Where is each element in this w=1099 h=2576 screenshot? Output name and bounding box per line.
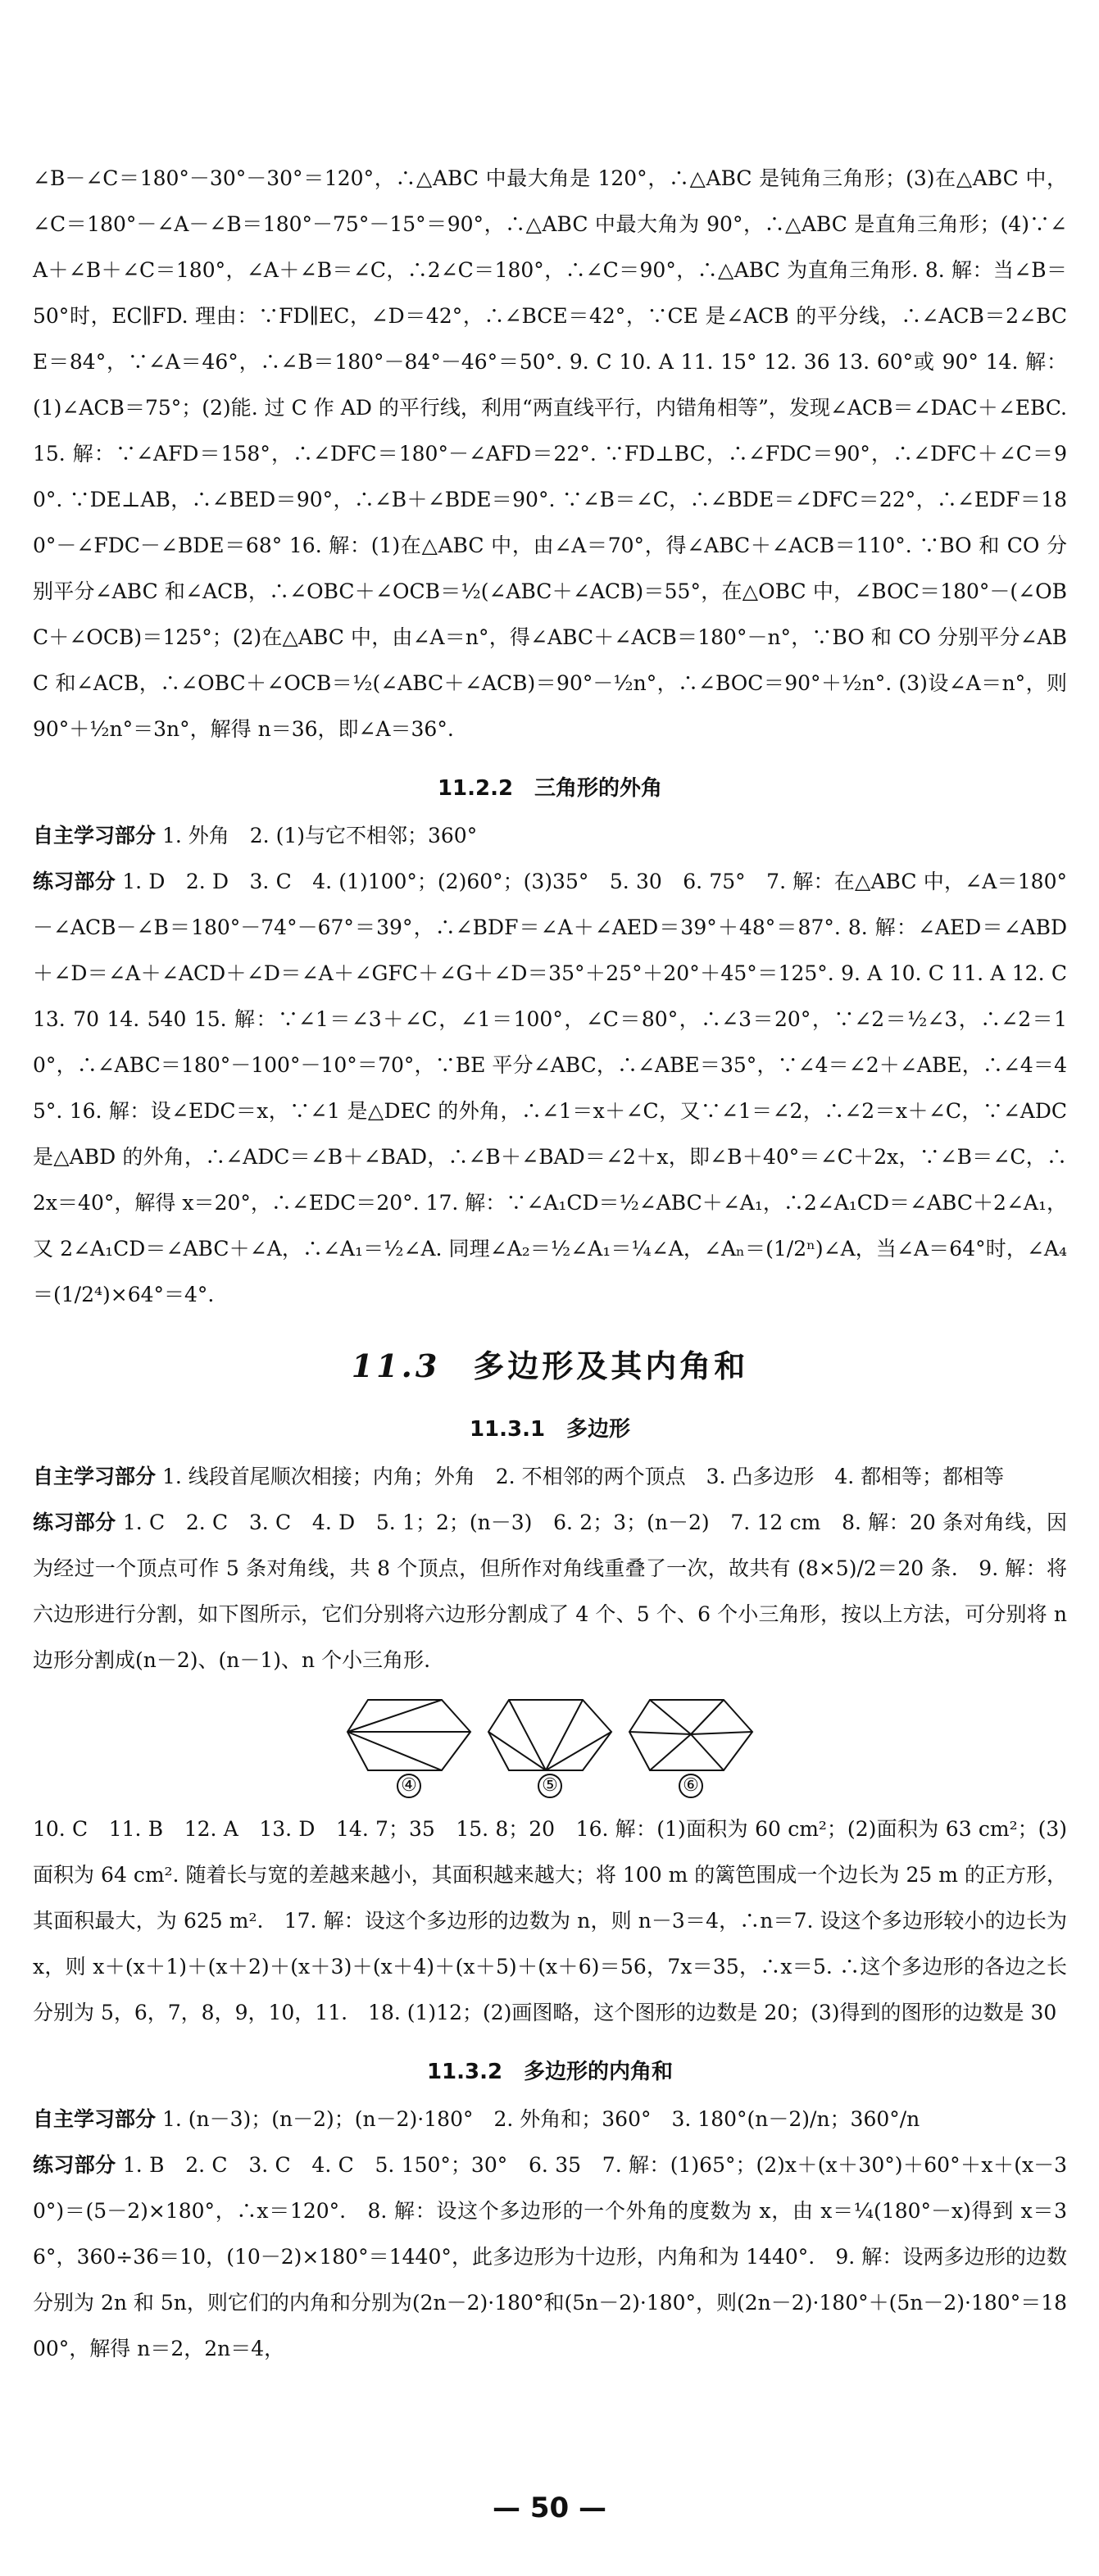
label-practice: 练习部分 (33, 2153, 116, 2177)
page-content (33, 156, 1067, 2372)
figure-caption-5: ⑤ (538, 1774, 562, 1798)
self-study-1131 (33, 1454, 1067, 1500)
practice-1122 (33, 859, 1067, 1318)
self-study-1132 (33, 2097, 1067, 2142)
section-heading-11-2-2: 11.2.2 三角形的外角 (437, 776, 663, 801)
label-self-study: 自主学习部分 (33, 1465, 157, 1488)
practice-1132-text: 1. B 2. C 3. C 4. C 5. 150°；30° 6. 35 7. 解：(1)65°；(2)x＋(x＋30°)＋60°＋x＋(x－30°)＝(5－2)×180°，∴x＝120°. 8. 解：设这个多边形的一个外角的度数为 x，由 x＝¼(180°－x)得到 x＝36°，360÷36＝10，(10－2)×180°＝1440°，此多边形为十边形，内角和为 1440°. 9. 解：设两多边形的边数分别为 2n 和 5n，则它们的内角和分别为(2n－2)·180°和(5n－2)·180°，则(2n－2)·180°＋(5n－2)·180°＝1800°，解得 n＝2，2n＝4， (33, 2153, 1068, 2360)
hexagon-figure-4 (343, 1695, 475, 1798)
label-practice: 练习部分 (33, 1511, 116, 1534)
chapter-number: 11.3 (351, 1347, 441, 1384)
self-study-1122-text: 1. 外角 2. (1)与它不相邻；360° (161, 824, 478, 847)
hexagon-figure-6 (625, 1695, 756, 1798)
label-self-study: 自主学习部分 (33, 824, 157, 847)
page-number: — 50 — (493, 2492, 606, 2524)
self-study-1131-text: 1. 线段首尾顺次相接；内角；外角 2. 不相邻的两个顶点 3. 凸多边形 4. 都相等；都相等 (161, 1465, 1005, 1488)
section-heading-11-3-2: 11.3.2 多边形的内角和 (426, 2060, 674, 2084)
hexagon-figures (33, 1695, 1067, 1798)
hexagon-figure-5 (484, 1695, 615, 1798)
hexagon-4-triangles-diagram (343, 1695, 475, 1777)
hexagon-5-triangles-diagram (484, 1695, 615, 1777)
label-practice: 练习部分 (33, 870, 116, 893)
self-study-1122 (33, 813, 1067, 859)
self-study-1132-text: 1. (n－3)；(n－2)；(n－2)·180° 2. 外角和；360° 3. 180°(n－2)/n；360°/n (161, 2107, 920, 2131)
label-self-study: 自主学习部分 (33, 2107, 157, 2131)
practice-1131-text-a: 1. C 2. C 3. C 4. D 5. 1；2；(n－3) 6. 2；3；(n－2) 7. 12 cm 8. 解：20 条对角线，因为经过一个顶点可作 5 条对角线，共 8 个顶点，但所作对角线重叠了一次，故共有 (8×5)/2＝20 条. 9. 解：将六边形进行分割，如下图所示，它们分别将六边形分割成了 4 个、5 个、6 个小三角形，按以上方法，可分别将 n 边形分割成(n－2)、(n－1)、n 个小三角形. (33, 1511, 1067, 1672)
practice-1132 (33, 2142, 1067, 2372)
figure-caption-6: ⑥ (679, 1774, 703, 1798)
chapter-title: 多边形及其内角和 (473, 1348, 749, 1384)
chapter-heading-11-3 (33, 1339, 1067, 1393)
answer-paragraph: ∠B－∠C＝180°－30°－30°＝120°，∴△ABC 中最大角是 120°，∴△ABC 是钝角三角形；(3)在△ABC 中，∠C＝180°－∠A－∠B＝180°－75°－15°＝90°，∴△ABC 中最大角为 90°，∴△ABC 是直角三角形；(4)∵∠A＋∠B＋∠C＝180°，∠A＋∠B＝∠C，∴2∠C＝180°，∴∠C＝90°，∴△ABC 为直角三角形. 8. 解：当∠B＝50°时，EC∥FD. 理由：∵FD∥EC，∠D＝42°，∴∠BCE＝42°，∵CE 是∠ACB 的平分线，∴∠ACB＝2∠BCE＝84°，∵∠A＝46°，∴∠B＝180°－84°－46°＝50°. 9. C 10. A 11. 15° 12. 36 13. 60°或 90° 14. 解：(1)∠ACB＝75°；(2)能. 过 C 作 AD 的平行线，利用“两直线平行，内错角相等”，发现∠ACB＝∠DAC＋∠EBC. 15. 解：∵∠AFD＝158°，∴∠DFC＝180°－∠AFD＝22°. ∵FD⊥BC，∴∠FDC＝90°，∴∠DFC＋∠C＝90°. ∵DE⊥AB，∴∠BED＝90°，∴∠B＋∠BDE＝90°. ∵∠B＝∠C，∴∠BDE＝∠DFC＝22°，∴∠EDF＝180°－∠FDC－∠BDE＝68° 16. 解：(1)在△ABC 中，由∠A＝70°，得∠ABC＋∠ACB＝110°. ∵BO 和 CO 分别平分∠ABC 和∠ACB，∴∠OBC＋∠OCB＝½(∠ABC＋∠ACB)＝55°，在△OBC 中，∠BOC＝180°－(∠OBC＋∠OCB)＝125°；(2)在△ABC 中，由∠A＝n°，得∠ABC＋∠ACB＝180°－n°，∵BO 和 CO 分别平分∠ABC 和∠ACB，∴∠OBC＋∠OCB＝½(∠ABC＋∠ACB)＝90°－½n°，∴∠BOC＝90°＋½n°. (3)设∠A＝n°，则 90°＋½n°＝3n°，解得 n＝36，即∠A＝36°. (33, 166, 1067, 741)
practice-1131-b: 10. C 11. B 12. A 13. D 14. 7；35 15. 8；20 16. 解：(1)面积为 60 cm²；(2)面积为 63 cm²；(3)面积为 64 cm². 随着长与宽的差越来越小，其面积越来越大；将 100 m 的篱笆围成一个边长为 25 m 的正方形，其面积最大，为 625 m². 17. 解：设这个多边形的边数为 n，则 n－3＝4，∴n＝7. 设这个多边形较小的边长为 x，则 x＋(x＋1)＋(x＋2)＋(x＋3)＋(x＋4)＋(x＋5)＋(x＋6)＝56，7x＝35，∴x＝5. ∴这个多边形的各边之长分别为 5，6，7，8，9，10，11. 18. (1)12；(2)画图略，这个图形的边数是 20；(3)得到的图形的边数是 30 (33, 1817, 1067, 2024)
practice-1122-text: 1. D 2. D 3. C 4. (1)100°；(2)60°；(3)35° 5. 30 6. 75° 7. 解：在△ABC 中，∠A＝180°－∠ACB－∠B＝180°－74°－67°＝39°，∴∠BDF＝∠A＋∠AED＝39°＋48°＝87°. 8. 解：∠AED＝∠ABD＋∠D＝∠A＋∠ACD＋∠D＝∠A＋∠GFC＋∠G＋∠D＝35°＋25°＋20°＋45°＝125°. 9. A 10. C 11. A 12. C 13. 70 14. 540 15. 解：∵∠1＝∠3＋∠C，∠1＝100°，∠C＝80°，∴∠3＝20°，∵∠2＝½∠3，∴∠2＝10°，∴∠ABC＝180°－100°－10°＝70°，∵BE 平分∠ABC，∴∠ABE＝35°，∵∠4＝∠2＋∠ABE，∴∠4＝45°. 16. 解：设∠EDC＝x，∵∠1 是△DEC 的外角，∴∠1＝x＋∠C，又∵∠1＝∠2，∴∠2＝x＋∠C，∵∠ADC 是△ABD 的外角，∴∠ADC＝∠B＋∠BAD，∴∠B＋∠BAD＝∠2＋x，即∠B＋40°＝∠C＋2x，∵∠B＝∠C，∴2x＝40°，解得 x＝20°，∴∠EDC＝20°. 17. 解：∵∠A₁CD＝½∠ABC＋∠A₁，∴2∠A₁CD＝∠ABC＋2∠A₁，又 2∠A₁CD＝∠ABC＋∠A，∴∠A₁＝½∠A. 同理∠A₂＝½∠A₁＝¼∠A，∠Aₙ＝(1/2ⁿ)∠A，当∠A＝64°时，∠A₄＝(1/2⁴)×64°＝4°. (33, 870, 1067, 1306)
practice-1131 (33, 1500, 1067, 1683)
figure-caption-4: ④ (397, 1774, 421, 1798)
hexagon-6-triangles-diagram (625, 1695, 756, 1777)
section-heading-11-3-1: 11.3.1 多边形 (469, 1417, 631, 1442)
